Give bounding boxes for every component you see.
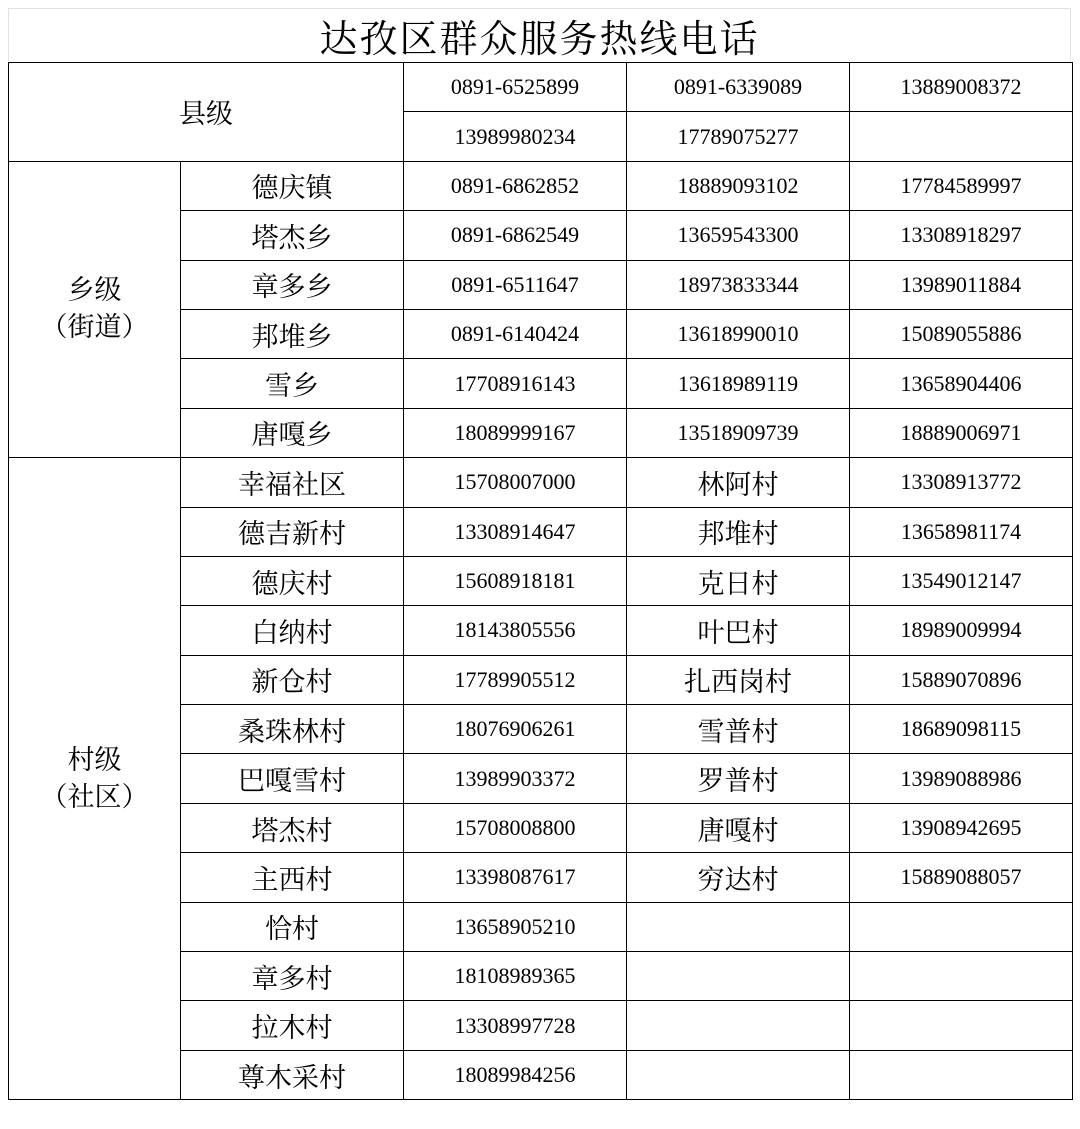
phone-cell: 13618990010 [627,309,850,358]
phone-cell: 15708007000 [404,458,627,507]
phone-cell: 15089055886 [850,309,1073,358]
phone-cell: 13989011884 [850,260,1073,309]
phone-cell: 0891-6339089 [627,63,850,112]
township-row [9,161,1073,210]
phone-cell: 18108989365 [404,952,627,1001]
phone-cell: 13658904406 [850,359,1073,408]
phone-cell [850,952,1073,1001]
village-name [627,952,850,1001]
village-name [627,1050,850,1099]
village-name: 恰村 [181,902,404,951]
phone-cell: 13989903372 [404,754,627,803]
phone-cell [850,112,1073,161]
village-name: 德庆村 [181,556,404,605]
phone-cell: 13308997728 [404,1001,627,1050]
village-name: 新仓村 [181,655,404,704]
village-name: 雪普村 [627,705,850,754]
phone-cell: 18089984256 [404,1050,627,1099]
county-label: 县级 [9,63,404,162]
township-label [9,161,181,457]
township-label-line1: 乡级 [67,275,122,307]
village-name: 邦堆村 [627,507,850,556]
village-label-line1: 村级 [67,744,122,776]
phone-cell: 18889093102 [627,161,850,210]
village-name: 叶巴村 [627,606,850,655]
village-label-line2: （社区） [40,781,149,813]
phone-cell: 13989980234 [404,112,627,161]
phone-cell: 0891-6862852 [404,161,627,210]
phone-cell: 13658981174 [850,507,1073,556]
village-name: 尊木采村 [181,1050,404,1099]
phone-cell: 0891-6862549 [404,211,627,260]
phone-cell: 13658905210 [404,902,627,951]
phone-cell: 13889008372 [850,63,1073,112]
phone-cell: 15708008800 [404,803,627,852]
phone-cell: 15608918181 [404,556,627,605]
phone-cell: 18143805556 [404,606,627,655]
village-label [9,458,181,1100]
phone-cell: 13549012147 [850,556,1073,605]
township-label-line2: （街道） [40,312,149,344]
phone-cell: 15889088057 [850,853,1073,902]
hotline-table [8,62,1073,1100]
phone-cell: 13989088986 [850,754,1073,803]
document-title: 达孜区群众服务热线电话 [8,8,1071,62]
phone-cell: 0891-6140424 [404,309,627,358]
village-name: 塔杰村 [181,803,404,852]
village-name: 罗普村 [627,754,850,803]
village-name: 克日村 [627,556,850,605]
phone-cell: 13518909739 [627,408,850,457]
village-name: 穷达村 [627,853,850,902]
phone-cell: 0891-6525899 [404,63,627,112]
phone-cell: 18076906261 [404,705,627,754]
village-name: 德吉新村 [181,507,404,556]
village-name [627,1001,850,1050]
phone-cell: 13308913772 [850,458,1073,507]
phone-cell [850,1050,1073,1099]
phone-cell: 18089999167 [404,408,627,457]
township-name: 唐嘎乡 [181,408,404,457]
village-name: 扎西岗村 [627,655,850,704]
village-name: 拉木村 [181,1001,404,1050]
phone-cell: 17784589997 [850,161,1073,210]
phone-cell [850,1001,1073,1050]
township-name: 雪乡 [181,359,404,408]
village-row [9,458,1073,507]
village-name: 桑珠林村 [181,705,404,754]
phone-cell: 0891-6511647 [404,260,627,309]
phone-cell: 13308914647 [404,507,627,556]
phone-cell: 18689098115 [850,705,1073,754]
phone-cell: 13308918297 [850,211,1073,260]
phone-cell: 13398087617 [404,853,627,902]
village-name [627,902,850,951]
village-name: 巴嘎雪村 [181,754,404,803]
phone-cell: 13908942695 [850,803,1073,852]
village-name: 林阿村 [627,458,850,507]
phone-cell: 17789075277 [627,112,850,161]
phone-cell: 17708916143 [404,359,627,408]
phone-cell: 18989009994 [850,606,1073,655]
village-name: 白纳村 [181,606,404,655]
village-name: 唐嘎村 [627,803,850,852]
village-name: 主西村 [181,853,404,902]
phone-cell: 13618989119 [627,359,850,408]
phone-cell: 15889070896 [850,655,1073,704]
phone-cell: 13659543300 [627,211,850,260]
phone-cell: 17789905512 [404,655,627,704]
village-name: 幸福社区 [181,458,404,507]
village-name: 章多村 [181,952,404,1001]
township-name: 章多乡 [181,260,404,309]
phone-cell [850,902,1073,951]
township-name: 德庆镇 [181,161,404,210]
phone-cell: 18973833344 [627,260,850,309]
township-name: 邦堆乡 [181,309,404,358]
phone-cell: 18889006971 [850,408,1073,457]
county-row [9,63,1073,112]
township-name: 塔杰乡 [181,211,404,260]
